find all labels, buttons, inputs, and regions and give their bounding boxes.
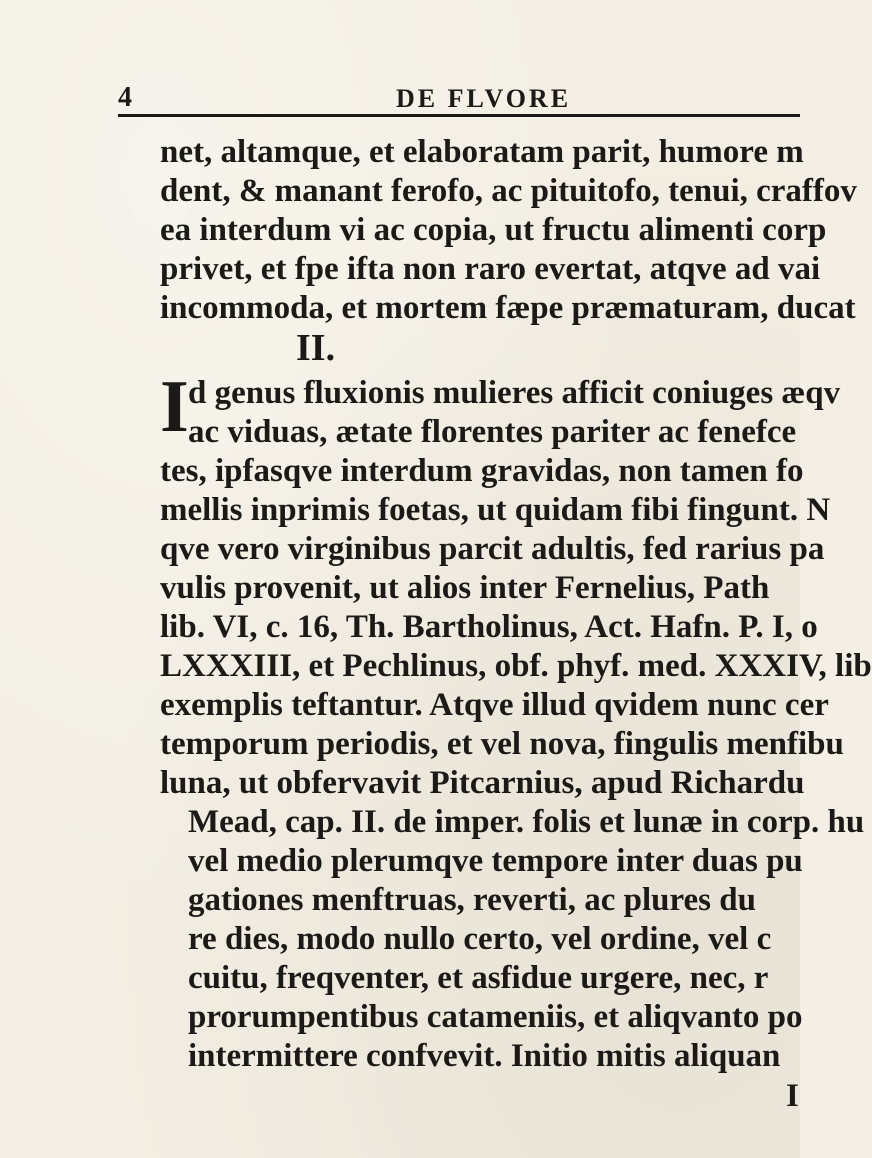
text-line: vel medio plerumqve tempore inter duas pu — [188, 843, 803, 879]
header-rule — [118, 114, 800, 117]
text-line: temporum periodis, et vel nova, fingulis menfibu — [160, 726, 844, 762]
running-head — [118, 82, 800, 112]
text-line: mellis inprimis foetas, ut quidam fibi fingunt. N — [160, 492, 831, 528]
text-line: prorumpentibus catameniis, et aliqvanto po — [188, 999, 803, 1035]
text-line: privet, et fpe ifta non raro evertat, atqve ad vai — [160, 251, 821, 287]
text-line: tes, ipfasqve interdum gravidas, non tamen fo — [160, 453, 804, 489]
text-line: Mead, cap. II. de imper. folis et lunæ in corp. hu — [188, 804, 865, 840]
section-number: II. — [296, 327, 336, 369]
text-line: ac viduas, ætate florentes pariter ac fenefce — [188, 414, 797, 450]
text-line: luna, ut obfervavit Pitcarnius, apud Richardu — [160, 765, 805, 801]
text-line: intermittere confvevit. Initio mitis aliquan — [188, 1038, 781, 1074]
drop-cap: I — [160, 366, 189, 448]
running-title: DE FLVORE — [396, 84, 572, 113]
text-line: ea interdum vi ac copia, ut fructu alimenti corp — [160, 212, 827, 248]
text-line: d genus fluxionis mulieres afficit coniuges æqv — [188, 375, 841, 411]
text-line: incommoda, et mortem fæpe præmaturam, ducat — [160, 290, 856, 326]
text-line: qve vero virginibus parcit adultis, fed rarius pa — [160, 531, 825, 567]
text-line: gationes menftruas, reverti, ac plures du — [188, 882, 756, 918]
page-number: 4 — [118, 82, 132, 113]
text-line: cuitu, freqventer, et asfidue urgere, nec, r — [188, 960, 769, 996]
text-line: lib. VI, c. 16, Th. Bartholinus, Act. Hafn. P. I, o — [160, 609, 818, 645]
text-line: LXXXIII, et Pechlinus, obf. phyf. med. XXXIV, lib — [160, 648, 872, 684]
text-line: exemplis teftantur. Atqve illud qvidem nunc cer — [160, 687, 829, 723]
text-block — [160, 126, 872, 1158]
text-line: re dies, modo nullo certo, vel ordine, vel c — [188, 921, 772, 957]
line-stub: I — [786, 1078, 799, 1114]
text-line: vulis provenit, ut alios inter Fernelius, Path — [160, 570, 770, 606]
text-line: net, altamque, et elaboratam parit, humore m — [160, 134, 804, 170]
text-line: dent, & manant ferofo, ac pituitofo, tenui, craffov — [160, 173, 857, 209]
